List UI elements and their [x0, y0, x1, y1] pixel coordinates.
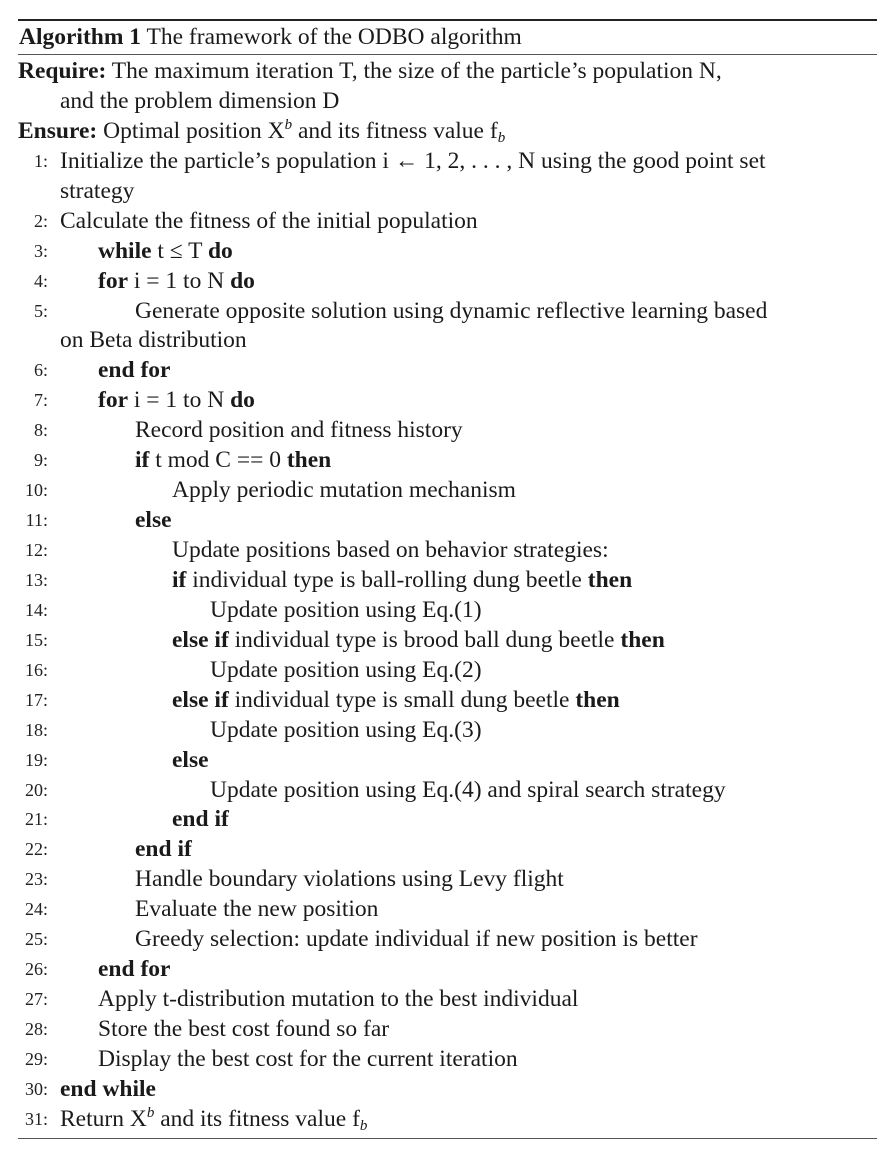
line-text: [18, 1075, 877, 1105]
statement: Update position using Eq.(1): [210, 596, 482, 623]
line-number: 11:: [25, 510, 48, 531]
statement: Evaluate the new position: [135, 896, 379, 923]
line-number: 21:: [24, 809, 48, 830]
algorithm-body: [18, 55, 877, 1135]
algorithm-line: [18, 566, 877, 596]
line-text: [18, 1045, 877, 1075]
line-number: 23:: [24, 869, 48, 890]
line-text: [18, 805, 877, 835]
statement: Handle boundary violations using Levy flight: [135, 866, 564, 893]
statement: Store the best cost found so far: [98, 1016, 390, 1042]
line-text: [18, 566, 877, 596]
keyword: end if: [135, 836, 192, 863]
line-text: [18, 746, 877, 776]
line-number: 17:: [24, 689, 48, 710]
line-number: 27:: [24, 989, 48, 1010]
line-number: 25:: [24, 929, 48, 950]
keyword: if: [135, 447, 150, 474]
algorithm-line: [18, 506, 877, 536]
line-text: [18, 1105, 877, 1135]
keyword: else: [135, 507, 172, 534]
algorithm-line: [18, 925, 877, 955]
line-number: 6:: [33, 360, 48, 381]
keyword: for: [98, 267, 129, 294]
line-number: 29:: [24, 1048, 48, 1069]
superscript: b: [146, 1104, 155, 1121]
line-text: [18, 955, 877, 985]
line-number: 20:: [24, 779, 48, 800]
keyword: then: [575, 686, 620, 713]
algorithm-line: [18, 955, 877, 985]
continuation-row: [18, 177, 877, 207]
statement: Record position and fitness history: [135, 417, 463, 444]
line-number: 31:: [24, 1108, 48, 1129]
algorithm-line: [18, 805, 877, 835]
statement: Return X: [60, 1105, 147, 1132]
line-number: 28:: [24, 1019, 48, 1039]
keyword: end if: [172, 806, 229, 833]
statement: Apply periodic mutation mechanism: [172, 477, 516, 504]
algorithm-line: [18, 656, 877, 686]
line-text: [18, 386, 877, 416]
algorithm-line: [18, 686, 877, 716]
line-number: 13:: [24, 569, 48, 590]
line-number: 9:: [33, 450, 48, 471]
line-number: 12:: [24, 540, 48, 560]
line-number: 8:: [33, 420, 48, 441]
keyword: while: [98, 237, 152, 264]
line-text: [18, 536, 877, 566]
line-text: [18, 506, 877, 536]
line-number: 4:: [33, 270, 48, 291]
line-number: 7:: [33, 390, 48, 411]
line-number: 16:: [24, 659, 48, 680]
line-number: 5:: [33, 300, 48, 321]
algorithm-label: Algorithm 1: [19, 24, 142, 50]
statement: Apply t-distribution mutation to the best individual: [98, 986, 579, 1013]
algorithm-line: [18, 835, 877, 865]
line-number: 19:: [24, 749, 48, 770]
keyword: else if: [172, 686, 229, 713]
keyword: if: [172, 566, 187, 593]
ensure-sup: b: [284, 116, 293, 133]
line-text: [18, 895, 877, 925]
statement: individual type is small dung beetle: [228, 686, 576, 713]
line-text: [18, 596, 877, 626]
ensure-text-b: and its fitness value f: [292, 117, 498, 144]
algorithm-line: [18, 446, 877, 476]
algorithm-line: [18, 386, 877, 416]
line-text: [18, 207, 877, 237]
keyword: then: [587, 566, 633, 593]
line-text: [18, 147, 877, 177]
line-number: 30:: [24, 1078, 48, 1099]
statement: Update positions based on behavior strategies:: [172, 537, 609, 563]
line-text: [18, 776, 877, 806]
algorithm-line: [18, 865, 877, 895]
line-text: [18, 686, 877, 716]
statement: Update position using Eq.(4) and spiral search strategy: [210, 776, 726, 803]
algorithm-line: [18, 895, 877, 925]
subscript: b: [359, 1117, 368, 1134]
keyword: end for: [98, 956, 171, 983]
continuation-row: [18, 326, 877, 356]
algorithm-line: [18, 596, 877, 626]
line-number: 22:: [24, 839, 48, 860]
algorithm-line: [18, 267, 877, 297]
statement: t mod C == 0: [149, 447, 287, 474]
algorithm-line: [18, 476, 877, 506]
statement: i = 1 to N: [128, 267, 231, 294]
line-text: [18, 835, 877, 865]
ensure-label: Ensure:: [18, 117, 98, 144]
statement: Update position using Eq.(2): [210, 656, 482, 683]
line-number: 10:: [24, 480, 48, 501]
line-text: [18, 985, 877, 1015]
algorithm-block: [18, 19, 877, 1135]
statement: and its fitness value f: [154, 1105, 360, 1132]
algorithm-title: The framework of the ODBO algorithm: [146, 24, 522, 50]
keyword: else: [172, 746, 209, 773]
ensure-text-a: Optimal position X: [103, 117, 285, 144]
keyword: else if: [172, 626, 229, 653]
line-text: [18, 476, 877, 506]
line-text: [18, 237, 877, 267]
algorithm-line: [18, 147, 877, 207]
algorithm-line: [18, 237, 877, 267]
line-continuation: on Beta distribution: [60, 327, 247, 354]
algorithm-line: [18, 297, 877, 357]
require-text: The maximum iteration T, the size of the particle’s population N,: [111, 58, 722, 84]
line-text: [18, 416, 877, 446]
algorithm-line: [18, 1105, 877, 1135]
line-text: [18, 656, 877, 686]
statement: i = 1 to N: [128, 387, 231, 414]
line-text: [18, 297, 877, 327]
line-number: 24:: [24, 899, 48, 920]
statement: Update position using Eq.(3): [210, 716, 482, 743]
statement: Generate opposite solution using dynamic reflective learning based: [135, 297, 768, 324]
line-text: [18, 356, 877, 386]
keyword: then: [286, 447, 332, 474]
algorithm-line: [18, 207, 877, 237]
line-text: [18, 1015, 877, 1045]
algorithm-line: [18, 716, 877, 746]
algorithm-lines: [18, 147, 877, 1135]
statement: individual type is brood ball dung beetle: [228, 626, 621, 653]
statement: t ≤ T: [151, 237, 208, 264]
line-text: [18, 925, 877, 955]
keyword: do: [230, 267, 255, 294]
line-text: [18, 716, 877, 746]
algorithm-line: [18, 776, 877, 806]
ensure-line: [18, 117, 877, 147]
require-line: [18, 57, 877, 87]
keyword: for: [98, 387, 129, 414]
require-label: Require:: [18, 58, 107, 84]
require-text-cont: and the problem dimension D: [60, 87, 340, 114]
keyword: do: [207, 237, 233, 264]
statement: Calculate the fitness of the initial population: [60, 207, 478, 234]
algorithm-line: [18, 746, 877, 776]
statement: Greedy selection: update individual if new position is better: [135, 926, 698, 953]
algorithm-line: [18, 356, 877, 386]
line-text: [18, 626, 877, 656]
statement: Initialize the particle’s population i ← 1, 2, . . . , N using the good point set: [60, 147, 766, 174]
algorithm-line: [18, 416, 877, 446]
line-text: [18, 446, 877, 476]
keyword: do: [230, 387, 255, 414]
line-number: 26:: [24, 959, 48, 980]
statement: Display the best cost for the current iteration: [98, 1045, 518, 1072]
keyword: end while: [60, 1075, 156, 1102]
require-continuation: [18, 87, 877, 117]
algorithm-caption: [18, 21, 877, 54]
line-number: 3:: [33, 240, 48, 261]
line-number: 18:: [24, 719, 48, 740]
algorithm-line: [18, 1015, 877, 1045]
algorithm-line: [18, 1045, 877, 1075]
line-number: 14:: [24, 599, 48, 620]
line-text: [18, 267, 877, 297]
algorithm-line: [18, 536, 877, 566]
line-number: 2:: [33, 210, 48, 231]
statement: individual type is ball-rolling dung beetle: [186, 566, 588, 593]
line-number: 1:: [33, 150, 48, 171]
line-number: 15:: [24, 629, 48, 650]
ensure-sub: b: [497, 129, 506, 146]
keyword: then: [620, 626, 665, 653]
keyword: end for: [98, 357, 171, 384]
algorithm-line: [18, 626, 877, 656]
algorithm-line: [18, 985, 877, 1015]
algorithm-line: [18, 1075, 877, 1105]
bottom-rule: [18, 1138, 877, 1139]
line-continuation: strategy: [60, 177, 135, 204]
line-text: [18, 865, 877, 895]
